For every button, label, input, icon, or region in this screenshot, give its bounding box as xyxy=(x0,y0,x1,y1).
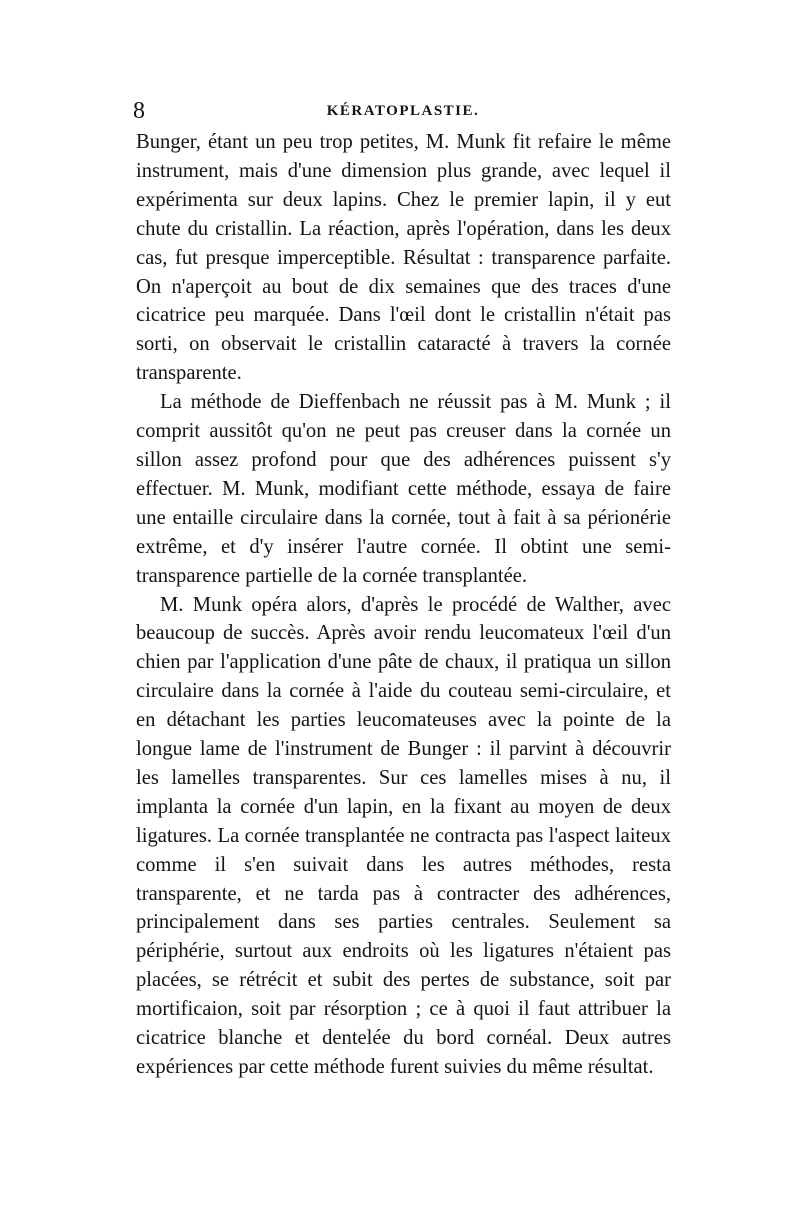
page-number: 8 xyxy=(133,98,145,124)
running-title: KÉRATOPLASTIE. xyxy=(326,103,480,119)
body-text xyxy=(136,128,671,1082)
paragraph-continued: Bunger, étant un peu trop petites, M. Munk fit refaire le même instrument, mais d'une dimension plus grande, avec lequel il expérimenta sur deux lapins. Chez le premier lapin, il y eut chute du cristallin. La réaction, après l'opération, dans les deux cas, fut presque imperceptible. Résultat : transparence parfaite. On n'aperçoit au bout de dix semaines que des traces d'une cicatrice peu marquée. Dans l'œil dont le cristallin n'était pas sorti, on observait le cristallin cataracté à travers la cornée transparente. xyxy=(136,131,671,385)
paragraph-dieffenbach-method: La méthode de Dieffenbach ne réussit pas à M. Munk ; il comprit aussitôt qu'on ne peut pas creuser dans la cornée un sillon assez profond pour que des adhérences puissent s'y effectuer. M. Munk, modifiant cette méthode, essaya de faire une entaille circulaire dans la cornée, tout à fait à sa périonérie extrême, et d'y insérer l'autre cornée. Il obtint une semi-transparence partielle de la cornée transplantée. xyxy=(136,391,671,587)
page-header xyxy=(133,96,673,126)
paragraph-walther-procedure: M. Munk opéra alors, d'après le procédé de Walther, avec beaucoup de succès. Après avoir rendu leucomateux l'œil d'un chien par l'application d'une pâte de chaux, il pratiqua un sillon circulaire dans la cornée à l'aide du couteau semi-circulaire, et en détachant les parties leucomateuses avec la pointe de la longue lame de l'instrument de Bunger : il parvint à découvrir les lamelles transparentes. Sur ces lamelles mises à nu, il implanta la cornée d'un lapin, en la fixant au moyen de deux ligatures. La cornée transplantée ne contracta pas l'aspect laiteux comme il s'en suivait dans les autres méthodes, resta transparente, et ne tarda pas à contracter des adhérences, principalement dans ses parties centrales. Seulement sa périphérie, surtout aux endroits où les ligatures n'étaient pas placées, se rétrécit et subit des pertes de substance, soit par mortificaion, soit par résorption ; ce à quoi il faut attribuer la cicatrice blanche et dentelée du bord cornéal. Deux autres expériences par cette méthode furent suivies du même résultat. xyxy=(136,593,671,1078)
